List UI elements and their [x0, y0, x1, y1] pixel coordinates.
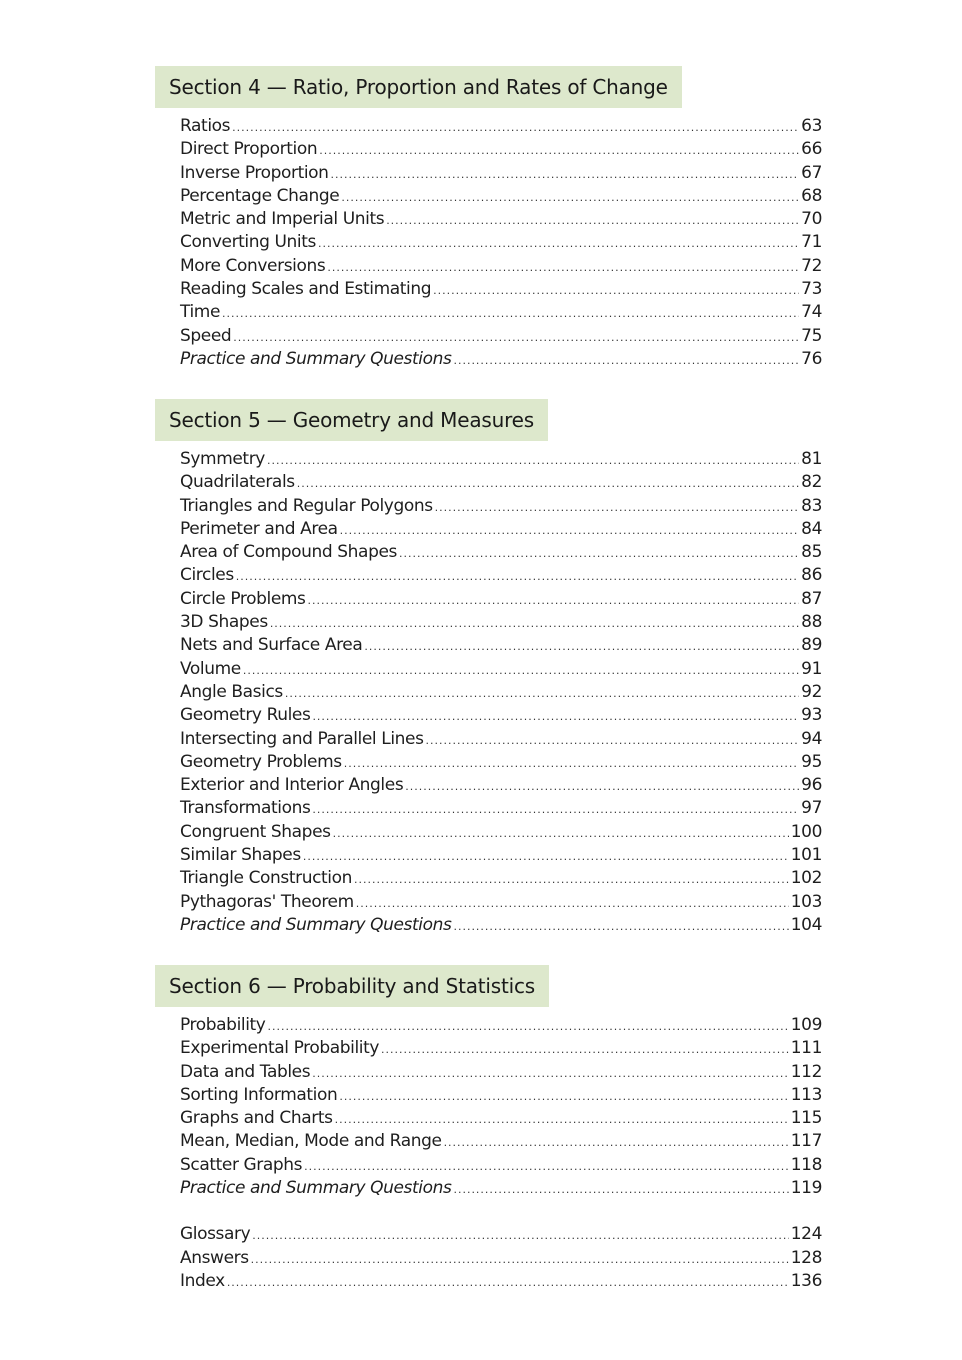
- entry-page: 94: [801, 728, 822, 749]
- entry-page: 82: [801, 472, 822, 493]
- entry-label: Intersecting and Parallel Lines: [180, 728, 424, 749]
- section-header: Section 4 — Ratio, Proportion and Rates of Change: [155, 66, 682, 108]
- entry-page: 103: [790, 891, 822, 912]
- toc-list: [155, 448, 822, 937]
- dot-leader: [335, 1108, 789, 1131]
- entry-label: Inverse Proportion: [180, 162, 329, 183]
- section-5: [155, 399, 822, 937]
- entry-label: Triangle Construction: [180, 868, 353, 889]
- entry-page: 97: [801, 798, 822, 819]
- entry-label: Congruent Shapes: [180, 821, 331, 842]
- dot-leader: [233, 326, 799, 349]
- toc-entry[interactable]: [180, 208, 822, 231]
- entry-label: Circle Problems: [180, 588, 306, 609]
- dot-leader: [270, 612, 799, 635]
- dot-leader: [308, 589, 800, 612]
- entry-page: 73: [801, 279, 822, 300]
- dot-leader: [331, 163, 800, 186]
- toc-entry-practice[interactable]: [180, 1177, 822, 1200]
- dot-leader: [405, 775, 799, 798]
- entry-page: 100: [790, 821, 822, 842]
- dot-leader: [356, 892, 789, 915]
- entry-page: 115: [790, 1108, 822, 1129]
- dot-leader: [444, 1131, 789, 1154]
- toc-list: [155, 1014, 822, 1293]
- toc-entry-glossary[interactable]: [180, 1223, 822, 1246]
- dot-leader: [318, 232, 799, 255]
- entry-page: 102: [790, 868, 822, 889]
- entry-label: Perimeter and Area: [180, 518, 338, 539]
- dot-leader: [453, 349, 799, 372]
- dot-leader: [251, 1248, 789, 1271]
- entry-label: Exterior and Interior Angles: [180, 775, 404, 796]
- toc-entry[interactable]: [180, 1061, 822, 1084]
- entry-page: 86: [801, 565, 822, 586]
- toc-entry[interactable]: [180, 821, 822, 844]
- toc-entry[interactable]: [180, 844, 822, 867]
- dot-leader: [327, 256, 799, 279]
- entry-label: Direct Proportion: [180, 139, 318, 160]
- entry-label: Symmetry: [180, 449, 265, 469]
- section-header: Section 5 — Geometry and Measures: [155, 399, 548, 441]
- entry-label: Geometry Rules: [180, 705, 311, 726]
- dot-leader: [386, 209, 799, 232]
- entry-page: 87: [801, 588, 822, 609]
- entry-page: 92: [801, 681, 822, 702]
- entry-page: 109: [790, 1015, 822, 1035]
- entry-page: 84: [801, 518, 822, 539]
- entry-label: Nets and Surface Area: [180, 635, 363, 656]
- toc-entry[interactable]: [180, 162, 822, 185]
- toc-entry[interactable]: [180, 138, 822, 161]
- entry-label: Area of Compound Shapes: [180, 542, 397, 563]
- section-4: [155, 66, 822, 371]
- toc-entry[interactable]: [180, 1037, 822, 1060]
- toc-entry[interactable]: [180, 185, 822, 208]
- entry-page: 71: [801, 232, 822, 253]
- entry-label: Answers: [180, 1247, 249, 1268]
- toc-entry[interactable]: [180, 1084, 822, 1107]
- entry-page: 117: [790, 1131, 822, 1152]
- dot-leader: [312, 1062, 789, 1085]
- toc-entry[interactable]: [180, 797, 822, 820]
- entry-label: Experimental Probability: [180, 1038, 380, 1059]
- entry-page: 95: [801, 751, 822, 772]
- entry-page: 83: [801, 495, 822, 516]
- entry-page: 76: [801, 348, 822, 369]
- entry-label: Data and Tables: [180, 1061, 311, 1082]
- toc-entry-practice[interactable]: [180, 914, 822, 937]
- dot-leader: [232, 116, 799, 139]
- dot-leader: [333, 822, 789, 845]
- toc-entry[interactable]: [180, 115, 822, 138]
- entry-label: Pythagoras' Theorem: [180, 891, 354, 912]
- entry-page: 81: [801, 449, 822, 469]
- dot-leader: [319, 139, 799, 162]
- dot-leader: [339, 1085, 788, 1108]
- entry-label: Probability: [180, 1015, 266, 1035]
- dot-leader: [243, 659, 799, 682]
- dot-leader: [267, 449, 799, 472]
- entry-page: 104: [790, 914, 822, 935]
- entry-label: Percentage Change: [180, 185, 340, 206]
- toc-entry[interactable]: [180, 867, 822, 890]
- dot-leader: [267, 1015, 788, 1038]
- entry-page: 91: [801, 658, 822, 679]
- toc-entry-index[interactable]: [180, 1270, 822, 1293]
- toc-entry-practice[interactable]: [180, 348, 822, 371]
- entry-label: Index: [180, 1270, 225, 1291]
- entry-page: 118: [790, 1154, 822, 1175]
- entry-page: 68: [801, 185, 822, 206]
- dot-leader: [252, 1224, 788, 1247]
- entry-page: 75: [801, 325, 822, 346]
- dot-leader: [341, 186, 799, 209]
- toc-entry[interactable]: [180, 891, 822, 914]
- entry-label: More Conversions: [180, 255, 326, 276]
- entry-page: 88: [801, 612, 822, 633]
- toc-entry[interactable]: [180, 774, 822, 797]
- toc-entry[interactable]: [180, 1130, 822, 1153]
- entry-label: Glossary: [180, 1224, 251, 1245]
- toc-entry[interactable]: [180, 1154, 822, 1177]
- dot-leader: [453, 1178, 788, 1201]
- entry-label: Geometry Problems: [180, 751, 342, 772]
- dot-leader: [297, 472, 799, 495]
- toc-entry[interactable]: [180, 611, 822, 634]
- toc-entry[interactable]: [180, 518, 822, 541]
- dot-leader: [304, 1155, 789, 1178]
- toc-entry[interactable]: [180, 704, 822, 727]
- dot-leader: [399, 542, 799, 565]
- entry-label: Quadrilaterals: [180, 472, 295, 493]
- dot-leader: [433, 279, 799, 302]
- dot-leader: [312, 705, 799, 728]
- entry-label: Converting Units: [180, 232, 316, 253]
- toc-entry[interactable]: [180, 231, 822, 254]
- section-header: Section 6 — Probability and Statistics: [155, 965, 549, 1007]
- entry-label: Scatter Graphs: [180, 1154, 303, 1175]
- entry-page: 96: [801, 775, 822, 796]
- entry-page: 67: [801, 162, 822, 183]
- entry-label: 3D Shapes: [180, 612, 268, 633]
- entry-page: 113: [790, 1084, 822, 1105]
- toc-entry[interactable]: [180, 448, 822, 471]
- dot-leader: [344, 752, 799, 775]
- dot-leader: [364, 635, 799, 658]
- entry-label: Speed: [180, 325, 232, 346]
- toc-list: [155, 115, 822, 371]
- entry-label: Volume: [180, 658, 241, 679]
- toc-entry[interactable]: [180, 681, 822, 704]
- entry-label: Triangles and Regular Polygons: [180, 495, 433, 516]
- entry-page: 124: [790, 1224, 822, 1245]
- entry-label: Metric and Imperial Units: [180, 209, 385, 230]
- entry-label: Sorting Information: [180, 1084, 338, 1105]
- entry-page: 66: [801, 139, 822, 160]
- entry-page: 119: [790, 1178, 822, 1199]
- entry-page: 112: [790, 1061, 822, 1082]
- toc-entry[interactable]: [180, 255, 822, 278]
- entry-page: 72: [801, 255, 822, 276]
- entry-label: Circles: [180, 565, 234, 586]
- toc-entry[interactable]: [180, 728, 822, 751]
- dot-leader: [285, 682, 799, 705]
- dot-leader: [236, 565, 799, 588]
- entry-label: Ratios: [180, 116, 231, 136]
- entry-page: 136: [790, 1270, 822, 1291]
- dot-leader: [222, 302, 799, 325]
- toc-entry[interactable]: [180, 1014, 822, 1037]
- entry-page: 70: [801, 209, 822, 230]
- entry-label: Graphs and Charts: [180, 1108, 333, 1129]
- entry-label: Similar Shapes: [180, 845, 301, 866]
- entry-label: Practice and Summary Questions: [180, 348, 452, 369]
- entry-page: 101: [790, 845, 822, 866]
- entry-label: Mean, Median, Mode and Range: [180, 1131, 442, 1152]
- entry-label: Time: [180, 302, 221, 323]
- entry-page: 128: [790, 1247, 822, 1268]
- entry-label: Practice and Summary Questions: [180, 914, 452, 935]
- dot-leader: [453, 915, 788, 938]
- toc-entry[interactable]: [180, 278, 822, 301]
- entry-page: 85: [801, 542, 822, 563]
- dot-leader: [227, 1271, 789, 1294]
- toc-entry[interactable]: [180, 658, 822, 681]
- dot-leader: [340, 519, 799, 542]
- section-6: [155, 965, 822, 1293]
- entry-page: 89: [801, 635, 822, 656]
- spacer: [180, 1200, 822, 1223]
- entry-page: 93: [801, 705, 822, 726]
- toc-entry-answers[interactable]: [180, 1247, 822, 1270]
- dot-leader: [354, 868, 789, 891]
- dot-leader: [312, 798, 799, 821]
- dot-leader: [435, 496, 799, 519]
- entry-page: 111: [790, 1038, 822, 1059]
- toc-entry[interactable]: [180, 634, 822, 657]
- toc-entry[interactable]: [180, 1107, 822, 1130]
- toc-entry[interactable]: [180, 588, 822, 611]
- toc-entry[interactable]: [180, 325, 822, 348]
- dot-leader: [426, 729, 800, 752]
- toc-entry[interactable]: [180, 751, 822, 774]
- toc-entry[interactable]: [180, 564, 822, 587]
- toc-entry[interactable]: [180, 471, 822, 494]
- entry-label: Transformations: [180, 798, 311, 819]
- dot-leader: [381, 1038, 789, 1061]
- entry-label: Practice and Summary Questions: [180, 1178, 452, 1199]
- toc-entry[interactable]: [180, 541, 822, 564]
- dot-leader: [303, 845, 789, 868]
- entry-page: 63: [801, 116, 822, 136]
- entry-page: 74: [801, 302, 822, 323]
- entry-label: Reading Scales and Estimating: [180, 279, 432, 300]
- entry-label: Angle Basics: [180, 681, 283, 702]
- toc-entry[interactable]: [180, 495, 822, 518]
- toc-entry[interactable]: [180, 301, 822, 324]
